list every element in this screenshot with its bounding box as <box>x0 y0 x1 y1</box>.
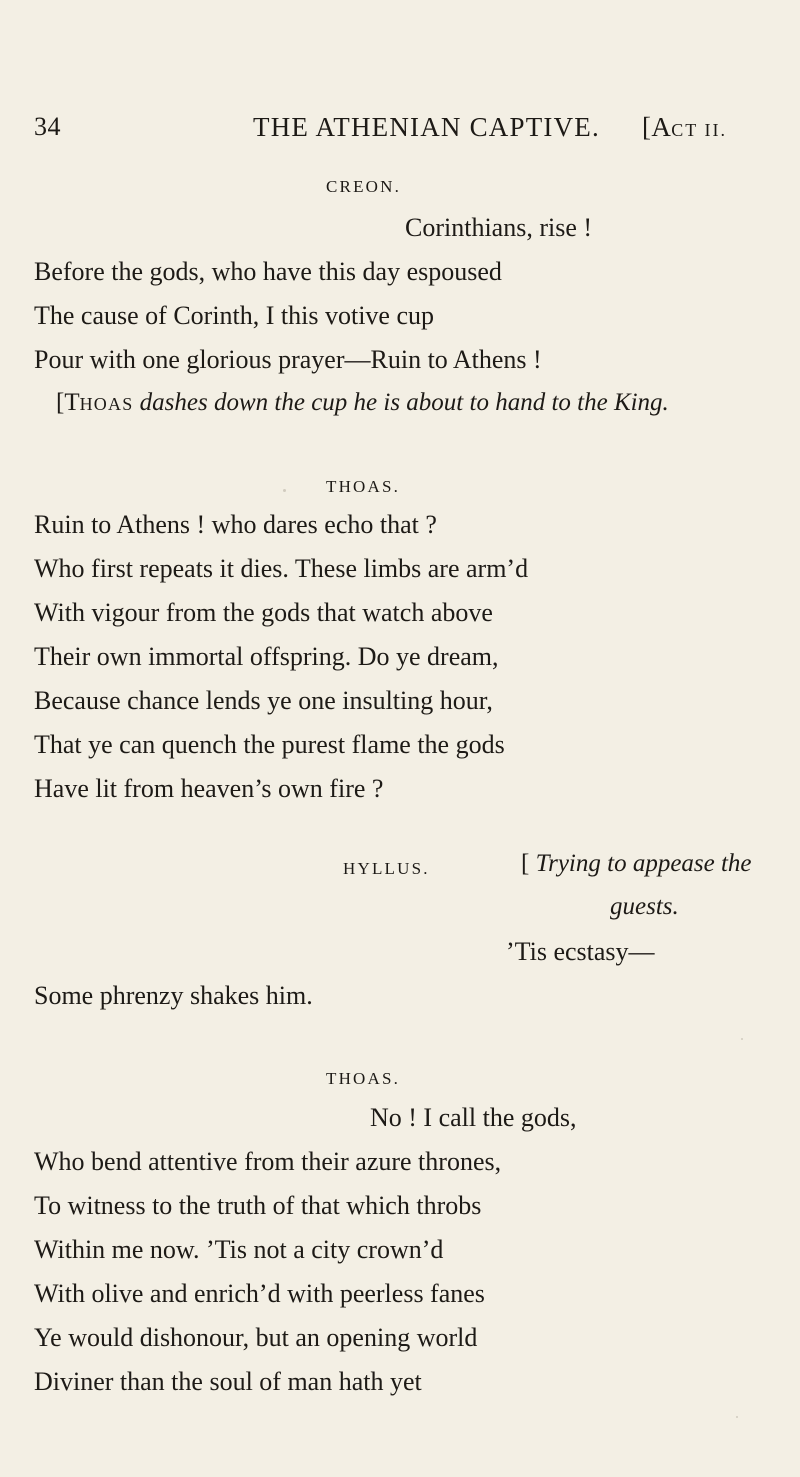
stage-direction <box>521 850 752 879</box>
verse-line: That ye can quench the purest flame the gods <box>34 730 505 759</box>
verse-line: To witness to the truth of that which throbs <box>34 1191 482 1220</box>
speaker-creon: CREON. <box>326 177 402 196</box>
act-label <box>642 112 727 143</box>
running-header <box>0 112 800 152</box>
stage-text-continued: guests. <box>610 893 679 920</box>
stage-direction <box>56 389 669 418</box>
verse-line: Their own immortal offspring. Do ye dream, <box>34 642 499 671</box>
verse-line: With vigour from the gods that watch above <box>34 598 493 627</box>
verse-line: ’Tis ecstasy— <box>506 937 655 966</box>
speaker-hyllus: HYLLUS. <box>343 859 430 878</box>
verse-line: No ! I call the gods, <box>370 1103 577 1132</box>
paper-speck <box>736 1416 738 1418</box>
verse-line: Because chance lends ye one insulting hour, <box>34 686 493 715</box>
verse-line: Ruin to Athens ! who dares echo that ? <box>34 510 437 539</box>
stage-text: dashes down the cup he is about to hand to the King. <box>133 389 669 416</box>
verse-line: Corinthians, rise ! <box>405 213 593 242</box>
verse-line: With olive and enrich’d with peerless fanes <box>34 1279 485 1308</box>
act-label-small: CT II. <box>671 120 727 140</box>
stage-bracket: [ <box>56 389 65 416</box>
speaker-thoas: THOAS. <box>326 477 401 496</box>
verse-line: The cause of Corinth, I this votive cup <box>34 301 435 330</box>
stage-name-initial: T <box>64 389 80 416</box>
verse-line: Have lit from heaven’s own fire ? <box>34 774 384 803</box>
speaker-thoas: THOAS. <box>326 1069 401 1088</box>
verse-line: Who first repeats it dies. These limbs are arm’d <box>34 554 529 583</box>
verse-line: Before the gods, who have this day espoused <box>34 257 502 286</box>
page-number: 34 <box>34 112 61 141</box>
stage-text: Trying to appease the <box>535 850 752 877</box>
verse-line: Pour with one glorious prayer—Ruin to Athens ! <box>34 345 542 374</box>
paper-speck <box>741 1038 743 1040</box>
stage-name-rest: HOAS <box>79 394 134 414</box>
running-title: THE ATHENIAN CAPTIVE. <box>253 112 600 142</box>
verse-line: Who bend attentive from their azure thrones, <box>34 1147 502 1176</box>
verse-line: Diviner than the soul of man hath yet <box>34 1367 422 1396</box>
verse-line: Within me now. ’Tis not a city crown’d <box>34 1235 444 1264</box>
verse-line: Ye would dishonour, but an opening world <box>34 1323 478 1352</box>
act-label-prefix: [A <box>642 112 672 142</box>
verse-line: Some phrenzy shakes him. <box>34 981 313 1010</box>
paper-speck <box>283 489 286 492</box>
stage-bracket: [ <box>521 850 530 877</box>
